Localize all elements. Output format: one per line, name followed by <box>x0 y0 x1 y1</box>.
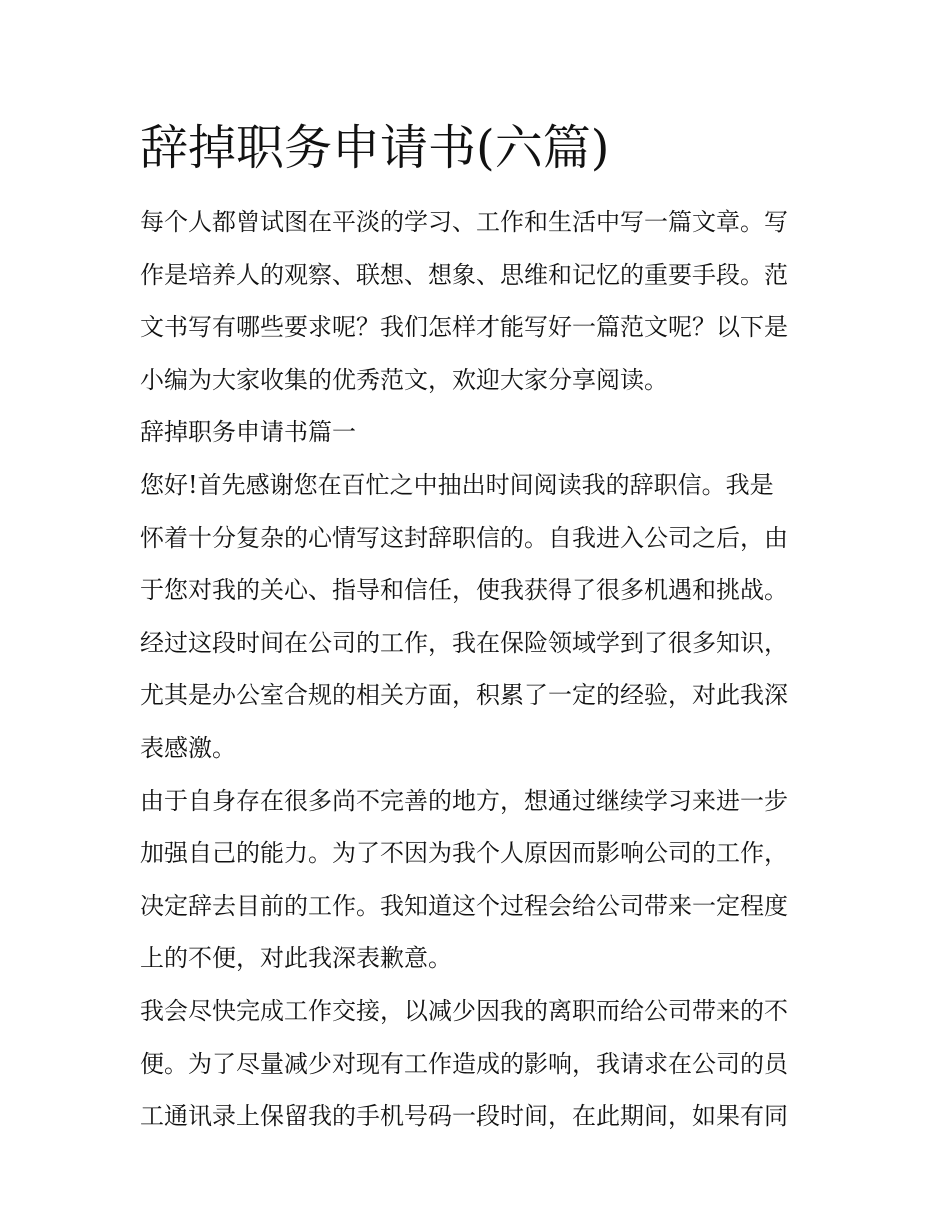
body-line: 文书写有哪些要求呢？我们怎样才能写好一篇范文呢？以下是 <box>140 313 788 342</box>
body-line: 每个人都曾试图在平淡的学习、工作和生活中写一篇文章。写 <box>140 208 788 236</box>
body-line: 表感激。 <box>140 733 236 762</box>
body-line: 加强自己的能力。为了不因为我个人原因而影响公司的工作， <box>140 839 788 868</box>
body-line: 决定辞去目前的工作。我知道这个过程会给公司带来一定程度 <box>140 891 788 920</box>
body-line: 便。为了尽量减少对现有工作造成的影响，我请求在公司的员 <box>140 1049 788 1078</box>
document-title: 辞掉职务申请书(六篇) <box>140 120 610 176</box>
body-line: 小编为大家收集的优秀范文，欢迎大家分享阅读。 <box>140 365 668 394</box>
body-line: 尤其是办公室合规的相关方面，积累了一定的经验，对此我深 <box>140 681 788 710</box>
body-line: 作是培养人的观察、联想、想象、思维和记忆的重要手段。范 <box>140 260 788 289</box>
section-heading: 辞掉职务申请书篇一 <box>140 418 356 447</box>
body-line: 上的不便，对此我深表歉意。 <box>140 944 452 973</box>
document-body <box>140 196 820 1143</box>
body-line: 我会尽快完成工作交接，以减少因我的离职而给公司带来的不 <box>140 996 788 1025</box>
body-line: 您好!首先感谢您在百忙之中抽出时间阅读我的辞职信。我是 <box>140 470 774 499</box>
body-line: 由于自身存在很多尚不完善的地方，想通过继续学习来进一步 <box>140 786 788 815</box>
body-line: 怀着十分复杂的心情写这封辞职信的。自我进入公司之后，由 <box>140 523 788 552</box>
body-line: 工通讯录上保留我的手机号码一段时间，在此期间，如果有同 <box>140 1102 788 1131</box>
body-line: 经过这段时间在公司的工作，我在保险领域学到了很多知识， <box>140 628 788 657</box>
body-line: 于您对我的关心、指导和信任，使我获得了很多机遇和挑战。 <box>140 576 788 605</box>
